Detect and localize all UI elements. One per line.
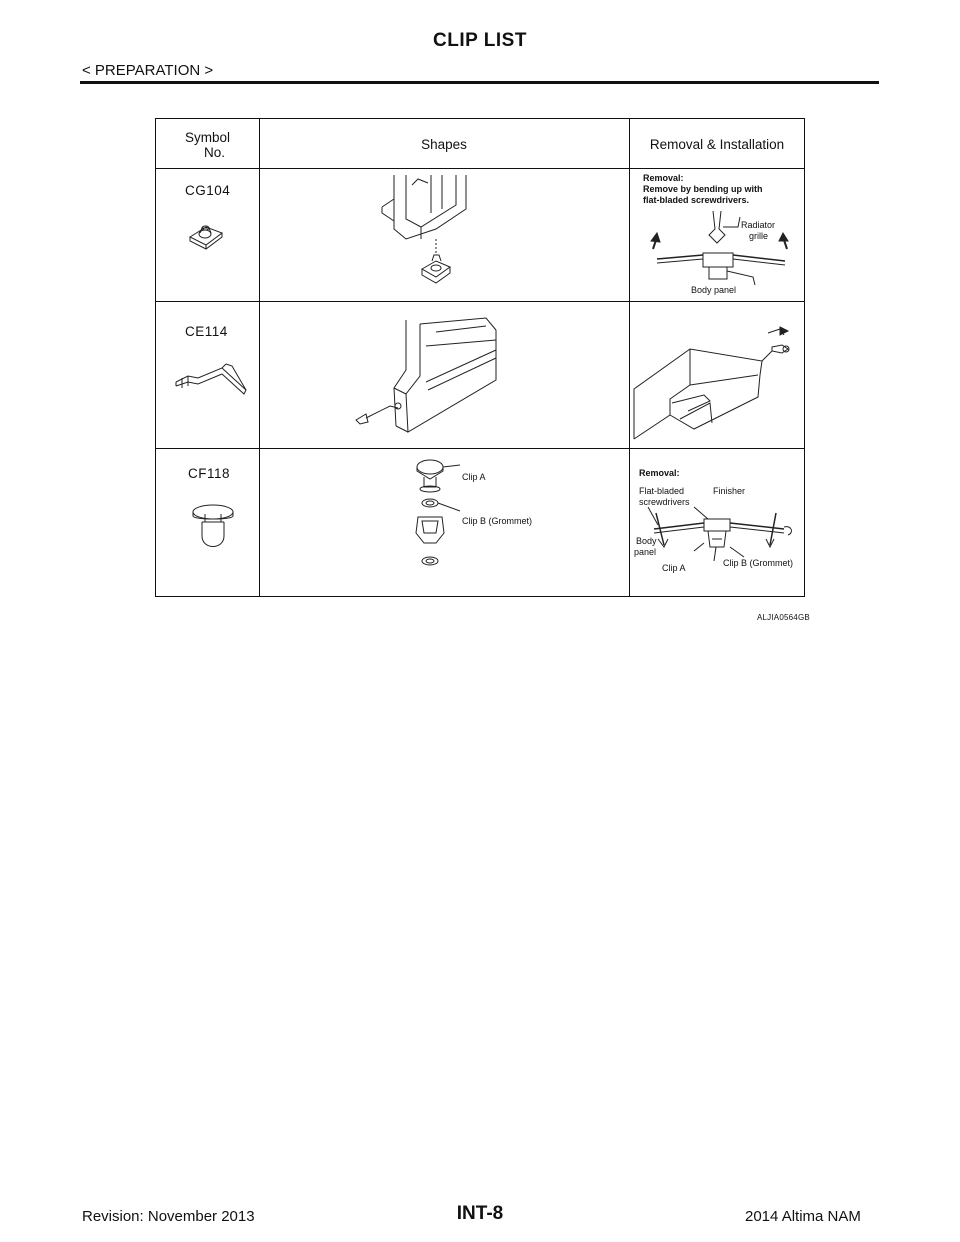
cf118-label-finisher: Finisher xyxy=(713,486,746,496)
cg104-label-body-panel: Body panel xyxy=(691,285,737,295)
cf118-shape-figure xyxy=(404,457,464,577)
footer-revision: Revision: November 2013 xyxy=(82,1208,255,1225)
cg104-label-radiator: Radiator xyxy=(741,220,776,230)
table-divider-row2 xyxy=(156,448,804,449)
cf118-label-body1: Body xyxy=(636,536,657,546)
ce114-shape-figure xyxy=(346,314,506,439)
table-divider-shapes xyxy=(629,119,630,596)
cf118-label-flat1: Flat-bladed xyxy=(639,486,685,496)
cf118-removal-heading: Removal: xyxy=(639,468,680,478)
ce114-removal-figure xyxy=(632,319,804,447)
ce114-clip-icon xyxy=(170,354,250,404)
cg104-shape-figure xyxy=(376,169,486,297)
footer-page-number: INT-8 xyxy=(456,1203,504,1224)
cg104-clip-icon xyxy=(186,219,226,255)
row-symbol-ce114: CE114 xyxy=(185,324,228,339)
cg104-removal-line2: Remove by bending up with xyxy=(643,184,763,194)
cf118-removal-figure xyxy=(634,499,804,565)
page-title: CLIP LIST xyxy=(433,30,527,51)
cg104-removal-heading: Removal: xyxy=(643,173,684,183)
cf118-label-flat2: screwdrivers xyxy=(639,497,690,507)
table-divider-symbol xyxy=(259,119,260,596)
row-symbol-cg104: CG104 xyxy=(185,183,231,198)
column-header-symbol-line2: No. xyxy=(203,145,225,160)
cg104-removal-figure xyxy=(643,207,803,297)
table-divider-row1 xyxy=(156,301,804,302)
column-header-removal: Removal & Installation xyxy=(649,137,785,152)
cf118-clip-icon xyxy=(190,502,236,552)
figure-id: ALJIA0564GB xyxy=(757,613,810,622)
cf118-label-clip-a: Clip A xyxy=(462,472,486,482)
footer-model: 2014 Altima NAM xyxy=(745,1208,861,1225)
cf118-label-removal-clip-a: Clip A xyxy=(662,563,686,573)
cf118-label-clip-b: Clip B (Grommet) xyxy=(462,516,533,526)
cf118-label-removal-clip-b: Clip B (Grommet) xyxy=(723,558,794,568)
column-header-shapes: Shapes xyxy=(421,137,467,152)
column-header-symbol-line1: Symbol xyxy=(184,130,230,145)
row-symbol-cf118: CF118 xyxy=(188,466,231,481)
column-header-symbol xyxy=(156,130,259,160)
header-rule xyxy=(80,81,879,84)
clip-table xyxy=(155,118,805,597)
section-label: < PREPARATION > xyxy=(82,62,214,79)
cg104-label-grille: grille xyxy=(749,231,769,241)
cg104-removal-line3: flat-bladed screwdrivers. xyxy=(643,195,750,205)
cf118-label-body2: panel xyxy=(634,547,657,557)
